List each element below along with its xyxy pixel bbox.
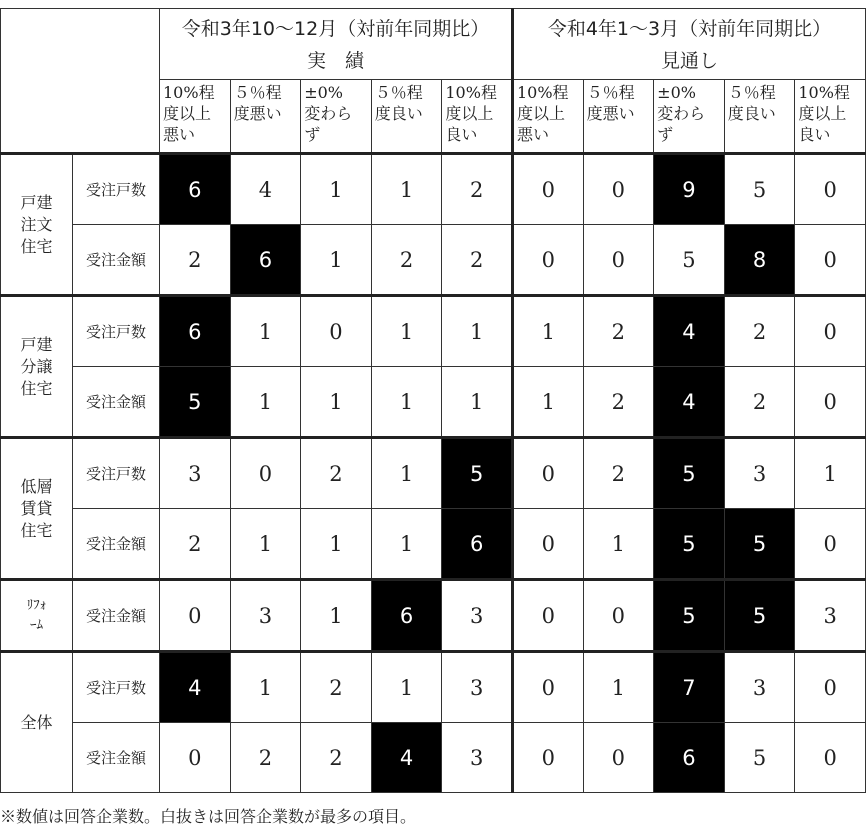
value-cell: 0 bbox=[512, 580, 583, 652]
level-header-line: 度以上 bbox=[516, 104, 565, 123]
value-cell: 2 bbox=[230, 723, 301, 793]
value-cell: 6 bbox=[654, 723, 725, 793]
value-cell: 1 bbox=[371, 296, 442, 367]
footnote: ※数値は回答企業数。白抜きは回答企業数が最多の項目。 bbox=[0, 807, 417, 826]
value-cell: 0 bbox=[583, 154, 654, 225]
level-header-line: ５％程 bbox=[374, 83, 423, 102]
value-cell: 1 bbox=[371, 652, 442, 723]
table-row bbox=[1, 723, 866, 793]
table-row bbox=[1, 154, 866, 225]
value-cell: 0 bbox=[512, 225, 583, 296]
value-cell: 4 bbox=[654, 296, 725, 367]
value-cell: 2 bbox=[583, 438, 654, 509]
value-cell: 7 bbox=[654, 652, 725, 723]
level-header-forecast-2 bbox=[654, 80, 725, 154]
level-header-line: 度悪い bbox=[586, 104, 635, 123]
value-cell: 5 bbox=[724, 580, 795, 652]
value-cell: 5 bbox=[724, 509, 795, 580]
value-cell: 3 bbox=[724, 438, 795, 509]
row-label: 受注金額 bbox=[73, 367, 160, 438]
value-cell: 1 bbox=[371, 509, 442, 580]
value-cell: 5 bbox=[160, 367, 231, 438]
value-cell: 0 bbox=[795, 652, 866, 723]
level-header-line: ±0% bbox=[304, 83, 343, 102]
value-cell: 0 bbox=[512, 723, 583, 793]
level-header-line: ず bbox=[657, 125, 674, 144]
value-cell: 0 bbox=[795, 509, 866, 580]
value-cell: 1 bbox=[301, 367, 372, 438]
value-cell: 2 bbox=[301, 652, 372, 723]
value-cell: 5 bbox=[724, 723, 795, 793]
level-header-line: 良い bbox=[445, 125, 478, 144]
value-cell: 1 bbox=[230, 296, 301, 367]
value-cell: 2 bbox=[160, 225, 231, 296]
value-cell: 3 bbox=[724, 652, 795, 723]
level-header-actual-0 bbox=[160, 80, 231, 154]
period-title-actual: 令和3年10〜12月（対前年同期比） bbox=[160, 9, 513, 47]
value-cell: 0 bbox=[583, 225, 654, 296]
group-label-line: 戸建 bbox=[20, 334, 53, 354]
value-cell: 1 bbox=[230, 367, 301, 438]
value-cell: 3 bbox=[795, 580, 866, 652]
value-cell: 1 bbox=[301, 225, 372, 296]
value-cell: 2 bbox=[724, 367, 795, 438]
value-cell: 2 bbox=[724, 296, 795, 367]
value-cell: 1 bbox=[442, 296, 513, 367]
value-cell: 6 bbox=[442, 509, 513, 580]
group-label-line: ﾘﾌｫ bbox=[26, 597, 47, 613]
value-cell: 0 bbox=[795, 367, 866, 438]
value-cell: 0 bbox=[795, 296, 866, 367]
level-header-line: 10%程 bbox=[798, 83, 850, 102]
value-cell: 1 bbox=[442, 367, 513, 438]
level-header-line: ５％程 bbox=[233, 83, 282, 102]
value-cell: 5 bbox=[724, 154, 795, 225]
group-label-line: 全体 bbox=[20, 712, 53, 732]
value-cell: 0 bbox=[583, 723, 654, 793]
group-label-line: 住宅 bbox=[20, 378, 53, 398]
value-cell: 4 bbox=[160, 652, 231, 723]
row-label: 受注金額 bbox=[73, 225, 160, 296]
value-cell: 1 bbox=[371, 154, 442, 225]
value-cell: 3 bbox=[230, 580, 301, 652]
period-title-forecast: 令和4年1〜3月（対前年同期比） bbox=[512, 9, 865, 47]
table-row bbox=[1, 509, 866, 580]
value-cell: 2 bbox=[442, 154, 513, 225]
level-header-forecast-0 bbox=[512, 80, 583, 154]
value-cell: 1 bbox=[301, 509, 372, 580]
group-label-line: 住宅 bbox=[20, 236, 53, 256]
value-cell: 0 bbox=[301, 296, 372, 367]
value-cell: 1 bbox=[512, 296, 583, 367]
value-cell: 1 bbox=[230, 652, 301, 723]
level-header-line: 度良い bbox=[374, 104, 423, 123]
table-row bbox=[1, 438, 866, 509]
value-cell: 6 bbox=[371, 580, 442, 652]
group-label bbox=[1, 296, 73, 438]
value-cell: 0 bbox=[795, 154, 866, 225]
value-cell: 1 bbox=[512, 367, 583, 438]
level-header-line: ５％程 bbox=[586, 83, 635, 102]
level-header-line: 悪い bbox=[516, 125, 549, 144]
value-cell: 4 bbox=[230, 154, 301, 225]
value-cell: 2 bbox=[301, 723, 372, 793]
period-subtitle-forecast: 見通し bbox=[512, 46, 865, 80]
value-cell: 0 bbox=[795, 225, 866, 296]
group-label-line: 戸建 bbox=[20, 192, 53, 212]
level-header-forecast-1 bbox=[583, 80, 654, 154]
value-cell: 2 bbox=[301, 438, 372, 509]
level-header-line: 変わら bbox=[657, 104, 706, 123]
group-label-line: ｰﾑ bbox=[30, 617, 43, 633]
value-cell: 1 bbox=[371, 367, 442, 438]
value-cell: 4 bbox=[371, 723, 442, 793]
value-cell: 9 bbox=[654, 154, 725, 225]
value-cell: 2 bbox=[583, 367, 654, 438]
value-cell: 1 bbox=[583, 652, 654, 723]
level-header-actual-3 bbox=[371, 80, 442, 154]
level-header-line: 度悪い bbox=[233, 104, 282, 123]
level-header-line: 度良い bbox=[727, 104, 776, 123]
row-label: 受注戸数 bbox=[73, 652, 160, 723]
value-cell: 0 bbox=[512, 438, 583, 509]
value-cell: 0 bbox=[512, 509, 583, 580]
row-label: 受注金額 bbox=[73, 580, 160, 652]
level-header-actual-4 bbox=[442, 80, 513, 154]
group-label bbox=[1, 154, 73, 296]
level-header-actual-2 bbox=[301, 80, 372, 154]
value-cell: 6 bbox=[230, 225, 301, 296]
level-header-forecast-3 bbox=[724, 80, 795, 154]
value-cell: 3 bbox=[442, 652, 513, 723]
value-cell: 5 bbox=[654, 509, 725, 580]
value-cell: 0 bbox=[583, 580, 654, 652]
level-header-line: 度以上 bbox=[798, 104, 847, 123]
group-label-line: 低層 bbox=[20, 476, 53, 496]
level-header-line: ±0% bbox=[657, 83, 696, 102]
value-cell: 0 bbox=[795, 723, 866, 793]
survey-table bbox=[0, 8, 866, 793]
value-cell: 1 bbox=[371, 438, 442, 509]
level-header-line: 悪い bbox=[163, 125, 196, 144]
group-label bbox=[1, 652, 73, 793]
level-header-forecast-4 bbox=[795, 80, 866, 154]
row-label: 受注戸数 bbox=[73, 154, 160, 225]
level-header-line: 度以上 bbox=[445, 104, 494, 123]
group-label bbox=[1, 580, 73, 652]
value-cell: 3 bbox=[442, 580, 513, 652]
value-cell: 1 bbox=[301, 154, 372, 225]
value-cell: 0 bbox=[160, 580, 231, 652]
level-header-line: 度以上 bbox=[163, 104, 212, 123]
group-label-line: 住宅 bbox=[20, 520, 53, 540]
value-cell: 2 bbox=[160, 509, 231, 580]
value-cell: 2 bbox=[583, 296, 654, 367]
level-header-line: ５％程 bbox=[727, 83, 776, 102]
row-label: 受注金額 bbox=[73, 723, 160, 793]
group-label-line: 賃貸 bbox=[20, 498, 53, 518]
value-cell: 1 bbox=[301, 580, 372, 652]
level-header-line: 変わら bbox=[304, 104, 353, 123]
table-row bbox=[1, 225, 866, 296]
level-header-line: 良い bbox=[798, 125, 831, 144]
group-label-line: 注文 bbox=[20, 214, 53, 234]
value-cell: 8 bbox=[724, 225, 795, 296]
value-cell: 0 bbox=[512, 652, 583, 723]
value-cell: 5 bbox=[442, 438, 513, 509]
value-cell: 0 bbox=[512, 154, 583, 225]
table-row bbox=[1, 580, 866, 652]
corner-cell bbox=[1, 9, 160, 154]
value-cell: 6 bbox=[160, 296, 231, 367]
value-cell: 1 bbox=[230, 509, 301, 580]
value-cell: 3 bbox=[442, 723, 513, 793]
value-cell: 2 bbox=[371, 225, 442, 296]
value-cell: 6 bbox=[160, 154, 231, 225]
table-row bbox=[1, 367, 866, 438]
value-cell: 5 bbox=[654, 438, 725, 509]
group-label-line: 分譲 bbox=[20, 356, 53, 376]
value-cell: 5 bbox=[654, 580, 725, 652]
value-cell: 2 bbox=[442, 225, 513, 296]
row-label: 受注戸数 bbox=[73, 438, 160, 509]
value-cell: 5 bbox=[654, 225, 725, 296]
value-cell: 0 bbox=[160, 723, 231, 793]
value-cell: 1 bbox=[583, 509, 654, 580]
table-row bbox=[1, 296, 866, 367]
level-header-actual-1 bbox=[230, 80, 301, 154]
level-header-line: 10%程 bbox=[516, 83, 569, 102]
value-cell: 1 bbox=[795, 438, 866, 509]
level-header-line: 10%程 bbox=[163, 83, 215, 102]
row-label: 受注戸数 bbox=[73, 296, 160, 367]
level-header-line: 10%程 bbox=[445, 83, 497, 102]
level-header-line: ず bbox=[304, 125, 321, 144]
period-subtitle-actual: 実 績 bbox=[160, 46, 513, 80]
value-cell: 0 bbox=[230, 438, 301, 509]
value-cell: 3 bbox=[160, 438, 231, 509]
value-cell: 4 bbox=[654, 367, 725, 438]
row-label: 受注金額 bbox=[73, 509, 160, 580]
table-row bbox=[1, 652, 866, 723]
group-label bbox=[1, 438, 73, 580]
